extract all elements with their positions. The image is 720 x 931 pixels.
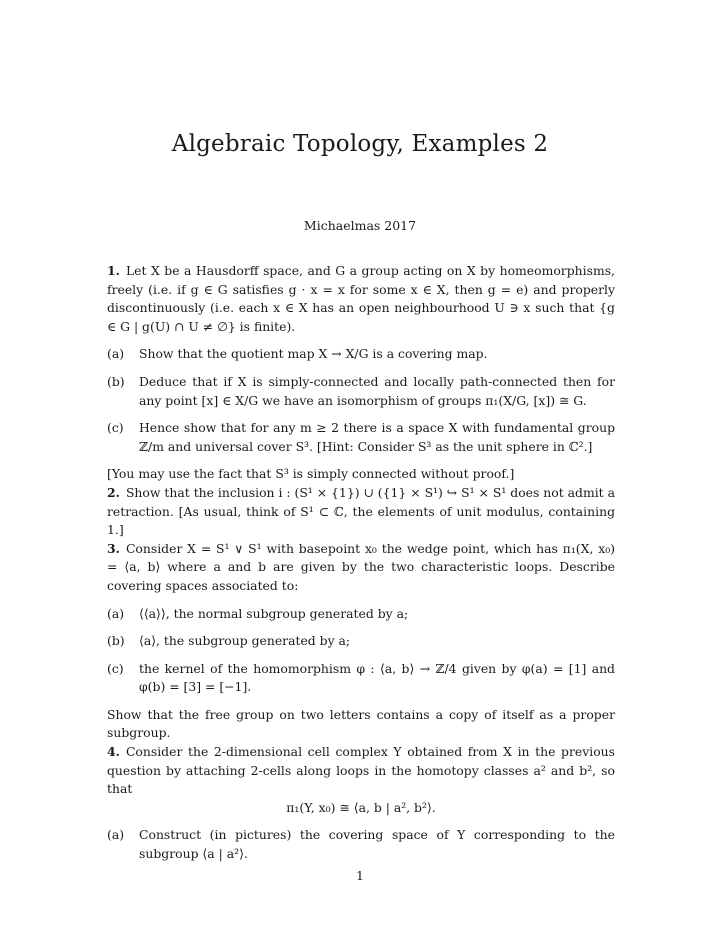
problem-text: Show that the inclusion i : (S¹ × {1}) ∪ ({1} × S¹) ↪ S¹ × S¹ does not admit a retraction. [As usual, think of S¹ ⊂ ℂ, the elements of unit modulus, containing 1.] (107, 484, 615, 538)
problem-1 (107, 262, 615, 336)
problem-3 (107, 540, 615, 596)
document-term: Michaelmas 2017 (303, 218, 417, 233)
document-title: Algebraic Topology, Examples 2 (171, 131, 549, 157)
part-text: ⟨⟨a⟩⟩, the normal subgroup generated by a; (139, 605, 409, 621)
part-text: ⟨a⟩, the subgroup generated by a; (139, 633, 351, 649)
problem-number: 2. (107, 484, 120, 500)
problem-text: Consider the 2-dimensional cell complex Y obtained from X in the previous question by attaching 2-cells along loops in the homotopy classes a² and b², so that (107, 744, 615, 797)
problem-1-note: [You may use the fact that S³ is simply connected without proof.] (107, 466, 515, 482)
problem-number: 4. (107, 744, 120, 760)
part-text: Deduce that if X is simply-connected and locally path-connected then for any point [x] ∈ X/G we have an isomorphism of groups π₁(X/G, [x]) ≅ G. (139, 373, 615, 408)
part-label: (a) (107, 827, 125, 843)
page-number: 1 (356, 868, 364, 883)
problem-number: 1. (107, 263, 120, 278)
part-text: the kernel of the homomorphism φ : ⟨a, b⟩ → ℤ/4 given by φ(a) = [1] and φ(b) = [3] = [−1]. (139, 660, 615, 695)
display-equation: π₁(Y, x₀) ≅ ⟨a, b | a², b²⟩. (286, 799, 436, 815)
problem-number: 3. (107, 540, 120, 556)
problem-1-part-c (107, 419, 615, 456)
document-body (107, 262, 615, 873)
part-text: Construct (in pictures) the covering space of Y corresponding to the subgroup ⟨a | a²⟩. (139, 827, 615, 862)
problem-text: Let X be a Hausdorff space, and G a group acting on X by homeomorphisms, freely (i.e. if g ∈ G satisfies g · x = x for some x ∈ X, then g = e) and properly discontinuously (i.e. each x ∈ X has an open neighbourhood U ∋ x such that {g ∈ G | g(U) ∩ U ≠ ∅} is finite). (107, 263, 615, 334)
part-text: Hence show that for any m ≥ 2 there is a space X with fundamental group ℤ/m and universal cover S³. [Hint: Consider S³ as the unit sphere in ℂ².] (139, 420, 615, 454)
part-label: (b) (107, 633, 125, 649)
problem-3-note: Show that the free group on two letters contains a copy of itself as a proper subgroup. (107, 706, 615, 741)
problem-3-part-a (107, 605, 615, 624)
part-label: (c) (107, 420, 124, 436)
part-text: Show that the quotient map X → X/G is a covering map. (139, 346, 488, 362)
problem-text: Consider X = S¹ ∨ S¹ with basepoint x₀ the wedge point, which has π₁(X, x₀) = ⟨a, b⟩ where a and b are given by the two characteristic loops. Describe covering spaces associated to: (107, 540, 615, 593)
problem-4 (107, 743, 615, 799)
part-label: (a) (107, 605, 125, 621)
problem-2 (107, 484, 615, 540)
problem-4-part-a (107, 826, 615, 863)
problem-3-part-b (107, 632, 615, 651)
part-label: (a) (107, 346, 125, 362)
problem-3-part-c (107, 660, 615, 697)
problem-1-part-a (107, 345, 615, 364)
problem-1-part-b (107, 373, 615, 410)
part-label: (c) (107, 660, 124, 676)
part-label: (b) (107, 373, 125, 389)
